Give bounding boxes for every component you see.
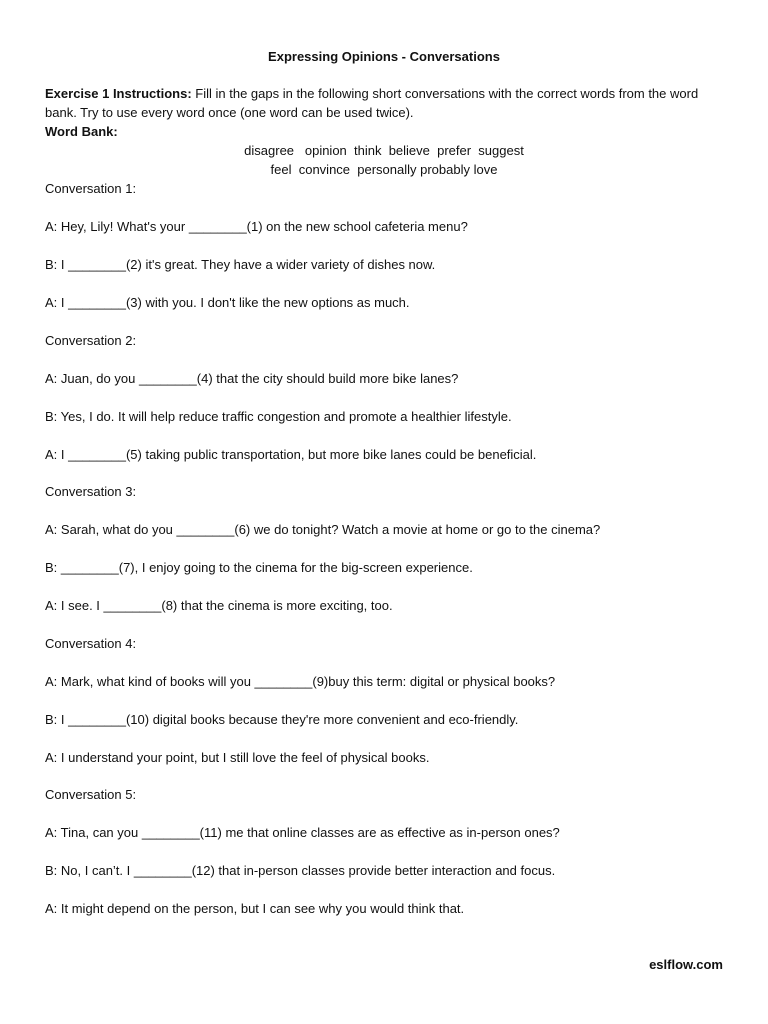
conversation-heading: Conversation 3: <box>45 484 137 499</box>
dialogue-line: A: It might depend on the person, but I can see why you would think that. <box>45 901 465 916</box>
word-bank-line-2: feel convince personally probably love <box>270 162 498 177</box>
dialogue-line: B: ________(7), I enjoy going to the cinema for the big-screen experience. <box>45 560 473 575</box>
footer-site-credit: eslflow.com <box>649 957 723 972</box>
dialogue-line: A: I see. I ________(8) that the cinema is more exciting, too. <box>45 598 393 613</box>
page-title: Expressing Opinions - Conversations <box>268 49 500 64</box>
conversation-heading: Conversation 4: <box>45 636 137 651</box>
conversation-heading: Conversation 2: <box>45 333 137 348</box>
conversation-heading: Conversation 5: <box>45 787 137 802</box>
conversation-heading: Conversation 1: <box>45 181 137 196</box>
dialogue-line: A: Mark, what kind of books will you ________(9)buy this term: digital or physical books? <box>45 674 556 689</box>
dialogue-line: A: I ________(3) with you. I don't like the new options as much. <box>45 295 410 310</box>
word-bank-line-1: disagree opinion think believe prefer suggest <box>244 143 524 158</box>
word-bank-label: Word Bank: <box>45 124 118 139</box>
instructions-text: Fill in the gaps in the following short conversations with the correct words from the word bank. Try to use every word once (one word can be used twice). <box>45 86 699 120</box>
dialogue-line: B: No, I can’t. I ________(12) that in-person classes provide better interaction and focus. <box>45 863 556 878</box>
dialogue-line: A: I ________(5) taking public transportation, but more bike lanes could be beneficial. <box>45 447 537 462</box>
instructions <box>45 85 725 122</box>
dialogue-line: A: Juan, do you ________(4) that the city should build more bike lanes? <box>45 371 459 386</box>
dialogue-line: B: Yes, I do. It will help reduce traffic congestion and promote a healthier lifestyle. <box>45 409 512 424</box>
dialogue-line: A: Hey, Lily! What's your ________(1) on the new school cafeteria menu? <box>45 219 468 234</box>
instructions-label: Exercise 1 Instructions: <box>45 86 192 101</box>
dialogue-line: B: I ________(2) it's great. They have a wider variety of dishes now. <box>45 257 436 272</box>
dialogue-line: A: Tina, can you ________(11) me that online classes are as effective as in-person ones? <box>45 825 560 840</box>
dialogue-line: A: I understand your point, but I still love the feel of physical books. <box>45 750 430 765</box>
dialogue-line: B: I ________(10) digital books because they're more convenient and eco-friendly. <box>45 712 519 727</box>
dialogue-line: A: Sarah, what do you ________(6) we do tonight? Watch a movie at home or go to the cinema? <box>45 522 601 537</box>
